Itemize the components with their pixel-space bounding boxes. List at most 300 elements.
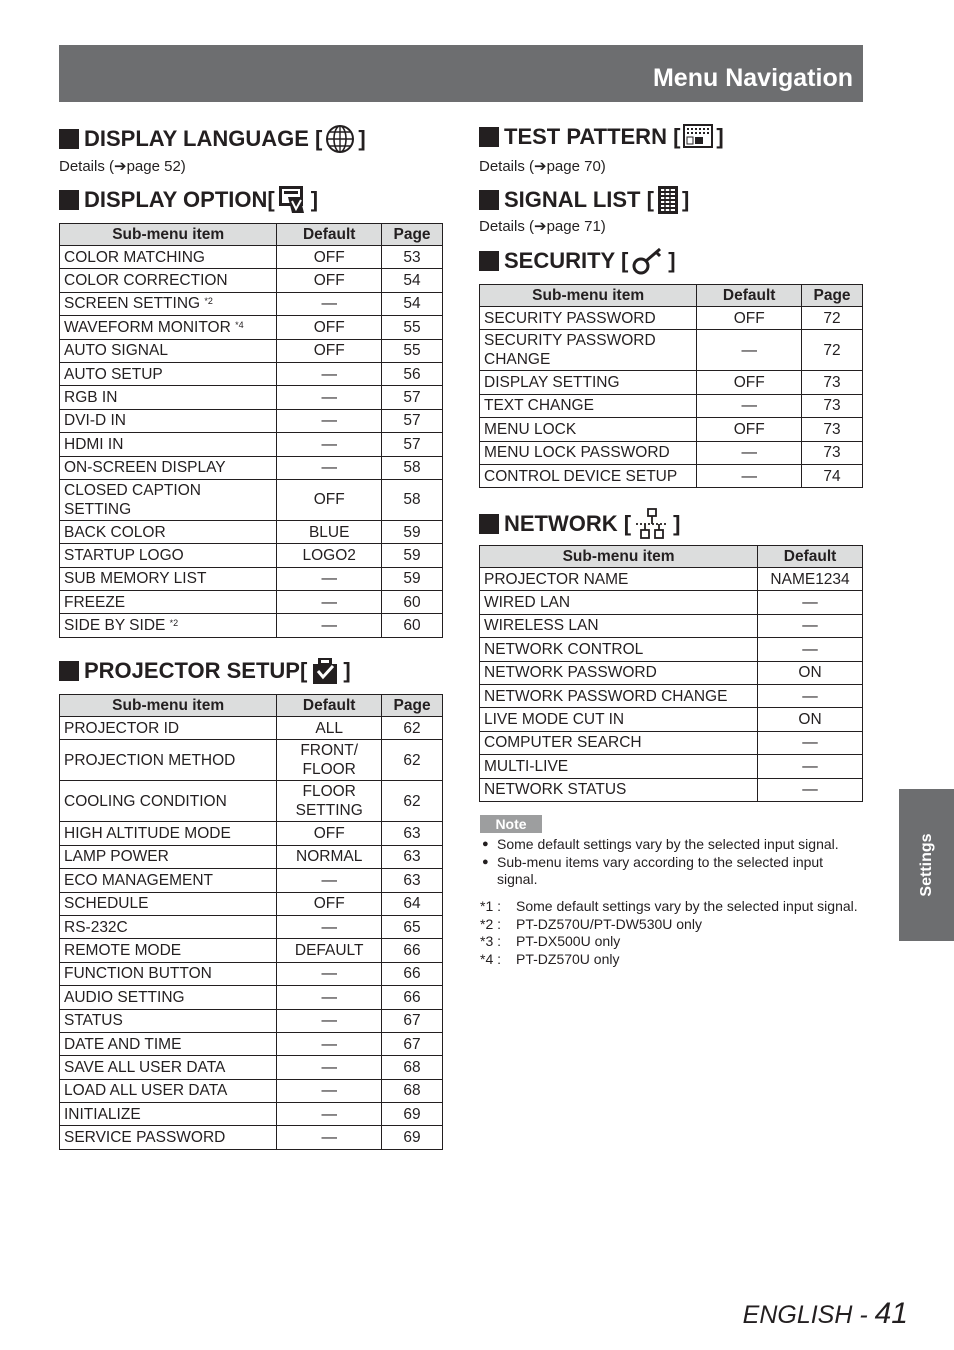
cell-default (277, 1056, 382, 1079)
cell-item (60, 479, 277, 520)
cell-item (480, 638, 758, 661)
cell-text: 73 (823, 444, 841, 462)
cell-text: 54 (403, 295, 421, 313)
cell-item (60, 915, 277, 938)
cell-text: 59 (403, 523, 421, 541)
settings-side-tab[interactable] (899, 789, 954, 941)
table-row (60, 386, 443, 409)
cell-text: ON-SCREEN DISPLAY (64, 459, 226, 477)
key-icon (631, 246, 665, 276)
cell-item (60, 246, 277, 269)
cell-text: SIDE BY SIDE (64, 617, 170, 635)
cell-default (277, 269, 382, 292)
cell-text: OFF (313, 272, 345, 290)
cell-text: OFF (313, 491, 345, 509)
cell-text: 63 (403, 871, 421, 889)
cell-text: 63 (403, 825, 421, 843)
cell-page (802, 394, 863, 417)
cell-text: OFF (313, 825, 345, 843)
cell-page (802, 371, 863, 394)
cell-text: — (802, 640, 818, 658)
cell-text: SECURITY PASSWORD CHANGE (484, 332, 656, 369)
cell-item (60, 339, 277, 362)
cell-page (382, 939, 443, 962)
cell-text: ON (798, 711, 822, 729)
table-row (60, 614, 443, 637)
footnote-key: *1 : (480, 898, 502, 914)
cell-text: 54 (403, 272, 421, 290)
cell-text: 64 (403, 895, 421, 913)
footnote-key: *3 : (480, 933, 502, 949)
cell-text: 68 (403, 1082, 421, 1100)
footnote-text: PT-DX500U only (516, 933, 621, 949)
cell-text: — (321, 1012, 337, 1030)
cell-item (60, 717, 277, 740)
projector-setup-table (59, 694, 443, 1150)
cell-text: PROJECTION METHOD (64, 751, 236, 769)
cell-text: COMPUTER SEARCH (484, 734, 642, 752)
section-signal-list (479, 185, 689, 215)
cell-item (60, 869, 277, 892)
cell-text: 74 (823, 467, 841, 485)
cell-item (480, 708, 758, 731)
cell-item (480, 307, 697, 330)
cell-default (758, 684, 863, 707)
table-row (60, 892, 443, 915)
cell-text: 72 (823, 309, 841, 327)
header-bar (59, 45, 863, 102)
cell-text: 68 (403, 1058, 421, 1076)
cell-text: OFF (313, 318, 345, 336)
cell-item (60, 740, 277, 781)
cell-item (60, 456, 277, 479)
display-option-table (59, 223, 443, 638)
cell-default (697, 441, 802, 464)
page-title: Menu Navigation (652, 64, 853, 92)
footnote-ref: *2 (169, 618, 179, 629)
cell-page (382, 781, 443, 822)
projector-setup-icon (310, 656, 340, 686)
cell-text: — (321, 295, 337, 313)
section-title: DISPLAY LANGUAGE [ (84, 126, 323, 151)
cell-page (382, 433, 443, 456)
cell-default (758, 731, 863, 754)
section-display-language (59, 124, 366, 154)
cell-item (60, 591, 277, 614)
cell-default (758, 591, 863, 614)
cell-text: — (802, 594, 818, 612)
column-header: Default (277, 224, 382, 246)
table-row (480, 731, 863, 754)
cell-default (758, 661, 863, 684)
note-bullet: ● Sub-menu items vary according to the selected input signal. (482, 854, 862, 889)
cell-text: FREEZE (64, 593, 126, 611)
cell-text: BACK COLOR (64, 523, 166, 541)
footnote-key: *4 : (480, 950, 502, 967)
cell-page (382, 1103, 443, 1126)
cell-page (382, 962, 443, 985)
test-pattern-icon (683, 124, 713, 150)
cell-default (277, 869, 382, 892)
section-title-close: ] (343, 658, 351, 683)
cell-item (60, 409, 277, 432)
cell-page (382, 1126, 443, 1149)
cell-default (277, 409, 382, 432)
section-title-close: ] (668, 248, 676, 273)
cell-default (697, 330, 802, 371)
cell-text: — (321, 965, 337, 983)
cell-default (277, 246, 382, 269)
cell-text: — (321, 1058, 337, 1076)
cell-item (480, 441, 697, 464)
cell-item (60, 1032, 277, 1055)
footnote (480, 933, 860, 951)
note-bullet: ● Some default settings vary by the selected input signal. (482, 836, 862, 854)
cell-text: SECURITY PASSWORD (484, 309, 656, 327)
footnotes (480, 898, 860, 968)
page-number (743, 1297, 908, 1331)
cell-text: 60 (403, 617, 421, 635)
cell-default (277, 362, 382, 385)
cell-text: SCREEN SETTING (64, 295, 205, 313)
cell-text: 62 (403, 751, 421, 769)
cell-text: — (321, 918, 337, 936)
table-row (480, 684, 863, 707)
cell-text: 59 (403, 570, 421, 588)
cell-text: STATUS (64, 1012, 123, 1030)
column-header: Sub-menu item (60, 695, 277, 717)
cell-text: WIRELESS LAN (484, 617, 599, 635)
cell-item (60, 316, 277, 339)
column-header: Sub-menu item (480, 546, 758, 568)
cell-page (382, 386, 443, 409)
cell-text: — (321, 593, 337, 611)
table-row (60, 316, 443, 339)
cell-item (480, 661, 758, 684)
table-row (60, 292, 443, 315)
cell-item (60, 386, 277, 409)
section-marker-icon (59, 129, 79, 149)
cell-item (480, 568, 758, 591)
cell-text: OFF (733, 374, 765, 392)
cell-item (60, 962, 277, 985)
column-header: Page (382, 695, 443, 717)
footnote-text: Some default settings vary by the selected input signal. (516, 898, 858, 914)
cell-page (382, 246, 443, 269)
cell-text: NETWORK STATUS (484, 781, 627, 799)
section-title: NETWORK [ (504, 511, 632, 536)
table-row (60, 939, 443, 962)
cell-item (480, 464, 697, 487)
cell-text: — (321, 459, 337, 477)
cell-text: RS-232C (64, 918, 128, 936)
cell-page (382, 822, 443, 845)
cell-text: — (321, 570, 337, 588)
cell-item (480, 371, 697, 394)
cell-default (697, 464, 802, 487)
cell-item (480, 591, 758, 614)
footnote-text: PT-DZ570U/PT-DW530U only (516, 915, 702, 932)
cell-default (758, 778, 863, 801)
cell-text: — (321, 617, 337, 635)
footnote-ref: *4 (235, 319, 244, 330)
cell-text: AUDIO SETTING (64, 988, 185, 1006)
table-row (60, 1079, 443, 1102)
table-row (60, 339, 443, 362)
cell-default (277, 1009, 382, 1032)
cell-text: WIRED LAN (484, 594, 571, 612)
cell-item (480, 755, 758, 778)
table-row (60, 740, 443, 781)
table-row (60, 409, 443, 432)
cell-text: RGB IN (64, 389, 118, 407)
cell-text: 57 (403, 389, 421, 407)
cell-text: 73 (823, 420, 841, 438)
cell-default (277, 339, 382, 362)
cell-text: CONTROL DEVICE SETUP (484, 467, 678, 485)
cell-text: FUNCTION BUTTON (64, 965, 212, 983)
cell-page (382, 520, 443, 543)
table-row (480, 418, 863, 441)
cell-text: — (741, 467, 757, 485)
cell-text: — (321, 988, 337, 1006)
cell-page (382, 1032, 443, 1055)
cell-page (802, 464, 863, 487)
section-title: TEST PATTERN [ (504, 124, 681, 149)
cell-text: HDMI IN (64, 435, 124, 453)
cell-text: — (802, 781, 818, 799)
footnote (480, 951, 860, 969)
section-title-close: ] (716, 124, 724, 149)
cell-text: — (321, 365, 337, 383)
cell-text: COLOR CORRECTION (64, 272, 228, 290)
cell-text: — (321, 1035, 337, 1053)
cell-text: OFF (313, 342, 345, 360)
cell-text: NAME1234 (770, 570, 850, 588)
cell-item (60, 939, 277, 962)
cell-page (382, 292, 443, 315)
cell-default (277, 591, 382, 614)
cell-text: — (321, 389, 337, 407)
cell-text: SAVE ALL USER DATA (64, 1058, 226, 1076)
cell-default (758, 568, 863, 591)
table-row (60, 1009, 443, 1032)
cell-text: — (741, 397, 757, 415)
cell-text: AUTO SIGNAL (64, 342, 168, 360)
table-row (480, 441, 863, 464)
details-link-display-language[interactable]: Details (➔page 52) (59, 158, 186, 175)
table-row (60, 822, 443, 845)
table-row (480, 591, 863, 614)
cell-page (382, 915, 443, 938)
table-row (60, 1126, 443, 1149)
section-title-close: ] (681, 187, 690, 212)
table-row (480, 307, 863, 330)
cell-page (382, 1056, 443, 1079)
cell-page (802, 307, 863, 330)
cell-page (802, 330, 863, 371)
cell-text: NETWORK PASSWORD CHANGE (484, 687, 728, 705)
cell-text: COLOR MATCHING (64, 248, 205, 266)
cell-item (60, 292, 277, 315)
cell-text: ALL (315, 719, 343, 737)
cell-item (60, 614, 277, 637)
cell-page (382, 1009, 443, 1032)
cell-text: 55 (403, 318, 421, 336)
cell-page (382, 892, 443, 915)
cell-text: — (802, 757, 818, 775)
cell-text: 69 (403, 1105, 421, 1123)
column-header: Default (277, 695, 382, 717)
cell-default (277, 386, 382, 409)
cell-text: LIVE MODE CUT IN (484, 711, 625, 729)
cell-text: — (321, 871, 337, 889)
cell-text: OFF (733, 420, 765, 438)
section-network (479, 508, 680, 540)
table-row (480, 778, 863, 801)
table-row (480, 708, 863, 731)
cell-text: — (321, 1082, 337, 1100)
details-link-signal-list[interactable]: Details (➔page 71) (479, 218, 606, 235)
table-row (60, 520, 443, 543)
cell-text: CLOSED CAPTION SETTING (64, 481, 201, 518)
table-row (60, 915, 443, 938)
table-row (60, 1032, 443, 1055)
cell-item (480, 684, 758, 707)
table-row (480, 755, 863, 778)
cell-text: DATE AND TIME (64, 1035, 182, 1053)
cell-text: 73 (823, 374, 841, 392)
cell-default (277, 1032, 382, 1055)
cell-default (277, 1126, 382, 1149)
cell-text: 66 (403, 965, 421, 983)
cell-text: 58 (403, 459, 421, 477)
details-link-test-pattern[interactable]: Details (➔page 70) (479, 158, 606, 175)
section-title-close: ] (358, 126, 366, 151)
column-header: Page (382, 224, 443, 246)
globe-icon (325, 124, 355, 154)
cell-item (60, 520, 277, 543)
cell-text: MULTI-LIVE (484, 757, 569, 775)
cell-text: SUB MEMORY LIST (64, 570, 207, 588)
table-row (60, 591, 443, 614)
table-row (60, 1056, 443, 1079)
cell-text: 67 (403, 1012, 421, 1030)
section-projector-setup (59, 656, 351, 686)
cell-text: REMOTE MODE (64, 942, 182, 960)
cell-item (480, 731, 758, 754)
cell-item (60, 269, 277, 292)
cell-page (382, 544, 443, 567)
cell-text: ON (798, 664, 822, 682)
section-marker-icon (479, 190, 499, 210)
cell-text: 65 (403, 918, 421, 936)
cell-default (277, 614, 382, 637)
cell-text: FRONT/ FLOOR (300, 742, 359, 779)
section-title: SECURITY [ (504, 248, 629, 273)
table-row (60, 986, 443, 1009)
cell-text: 72 (823, 341, 841, 359)
section-marker-icon (59, 190, 79, 210)
cell-text: LAMP POWER (64, 848, 169, 866)
cell-default (277, 1079, 382, 1102)
section-test-pattern (479, 124, 724, 150)
table-row (60, 269, 443, 292)
security-table (479, 284, 863, 488)
cell-text: AUTO SETUP (64, 365, 163, 383)
cell-item (60, 1056, 277, 1079)
cell-text: 53 (403, 248, 421, 266)
cell-item (60, 544, 277, 567)
cell-text: — (741, 444, 757, 462)
cell-text: OFF (313, 248, 345, 266)
cell-text: 62 (403, 792, 421, 810)
page-language: ENGLISH - (742, 1301, 875, 1329)
cell-text: WAVEFORM MONITOR (64, 318, 236, 336)
cell-page (382, 409, 443, 432)
column-header: Sub-menu item (60, 224, 277, 246)
table-row (480, 614, 863, 637)
cell-item (480, 418, 697, 441)
cell-text: 57 (403, 435, 421, 453)
cell-text: MENU LOCK (484, 420, 577, 438)
cell-page (382, 845, 443, 868)
cell-page (382, 717, 443, 740)
cell-item (60, 433, 277, 456)
cell-page (382, 986, 443, 1009)
cell-text: STARTUP LOGO (64, 546, 184, 564)
cell-default (277, 781, 382, 822)
section-marker-icon (59, 661, 79, 681)
page-number-value: 41 (874, 1297, 908, 1330)
cell-page (802, 441, 863, 464)
cell-default (277, 520, 382, 543)
cell-default (277, 1103, 382, 1126)
footnote (480, 898, 860, 916)
cell-text: 57 (403, 412, 421, 430)
cell-text: LOAD ALL USER DATA (64, 1082, 228, 1100)
cell-item (480, 778, 758, 801)
side-tab-label: Settings (917, 833, 935, 897)
cell-default (277, 433, 382, 456)
table-row (480, 661, 863, 684)
cell-text: — (321, 1105, 337, 1123)
cell-text: — (802, 687, 818, 705)
cell-page (802, 418, 863, 441)
section-title-close: ] (310, 187, 319, 212)
table-row (60, 869, 443, 892)
cell-item (60, 892, 277, 915)
signal-list-icon (657, 185, 679, 215)
cell-item (60, 845, 277, 868)
cell-default (277, 915, 382, 938)
table-row (60, 781, 443, 822)
cell-page (382, 614, 443, 637)
cell-default (277, 939, 382, 962)
cell-page (382, 479, 443, 520)
cell-text: — (802, 734, 818, 752)
cell-item (60, 822, 277, 845)
table-row (60, 246, 443, 269)
cell-text: PROJECTOR NAME (484, 570, 629, 588)
cell-item (60, 362, 277, 385)
table-row (480, 330, 863, 371)
cell-text: NORMAL (296, 848, 363, 866)
cell-item (480, 394, 697, 417)
column-header: Default (697, 285, 802, 307)
cell-default (277, 292, 382, 315)
table-row (60, 1103, 443, 1126)
